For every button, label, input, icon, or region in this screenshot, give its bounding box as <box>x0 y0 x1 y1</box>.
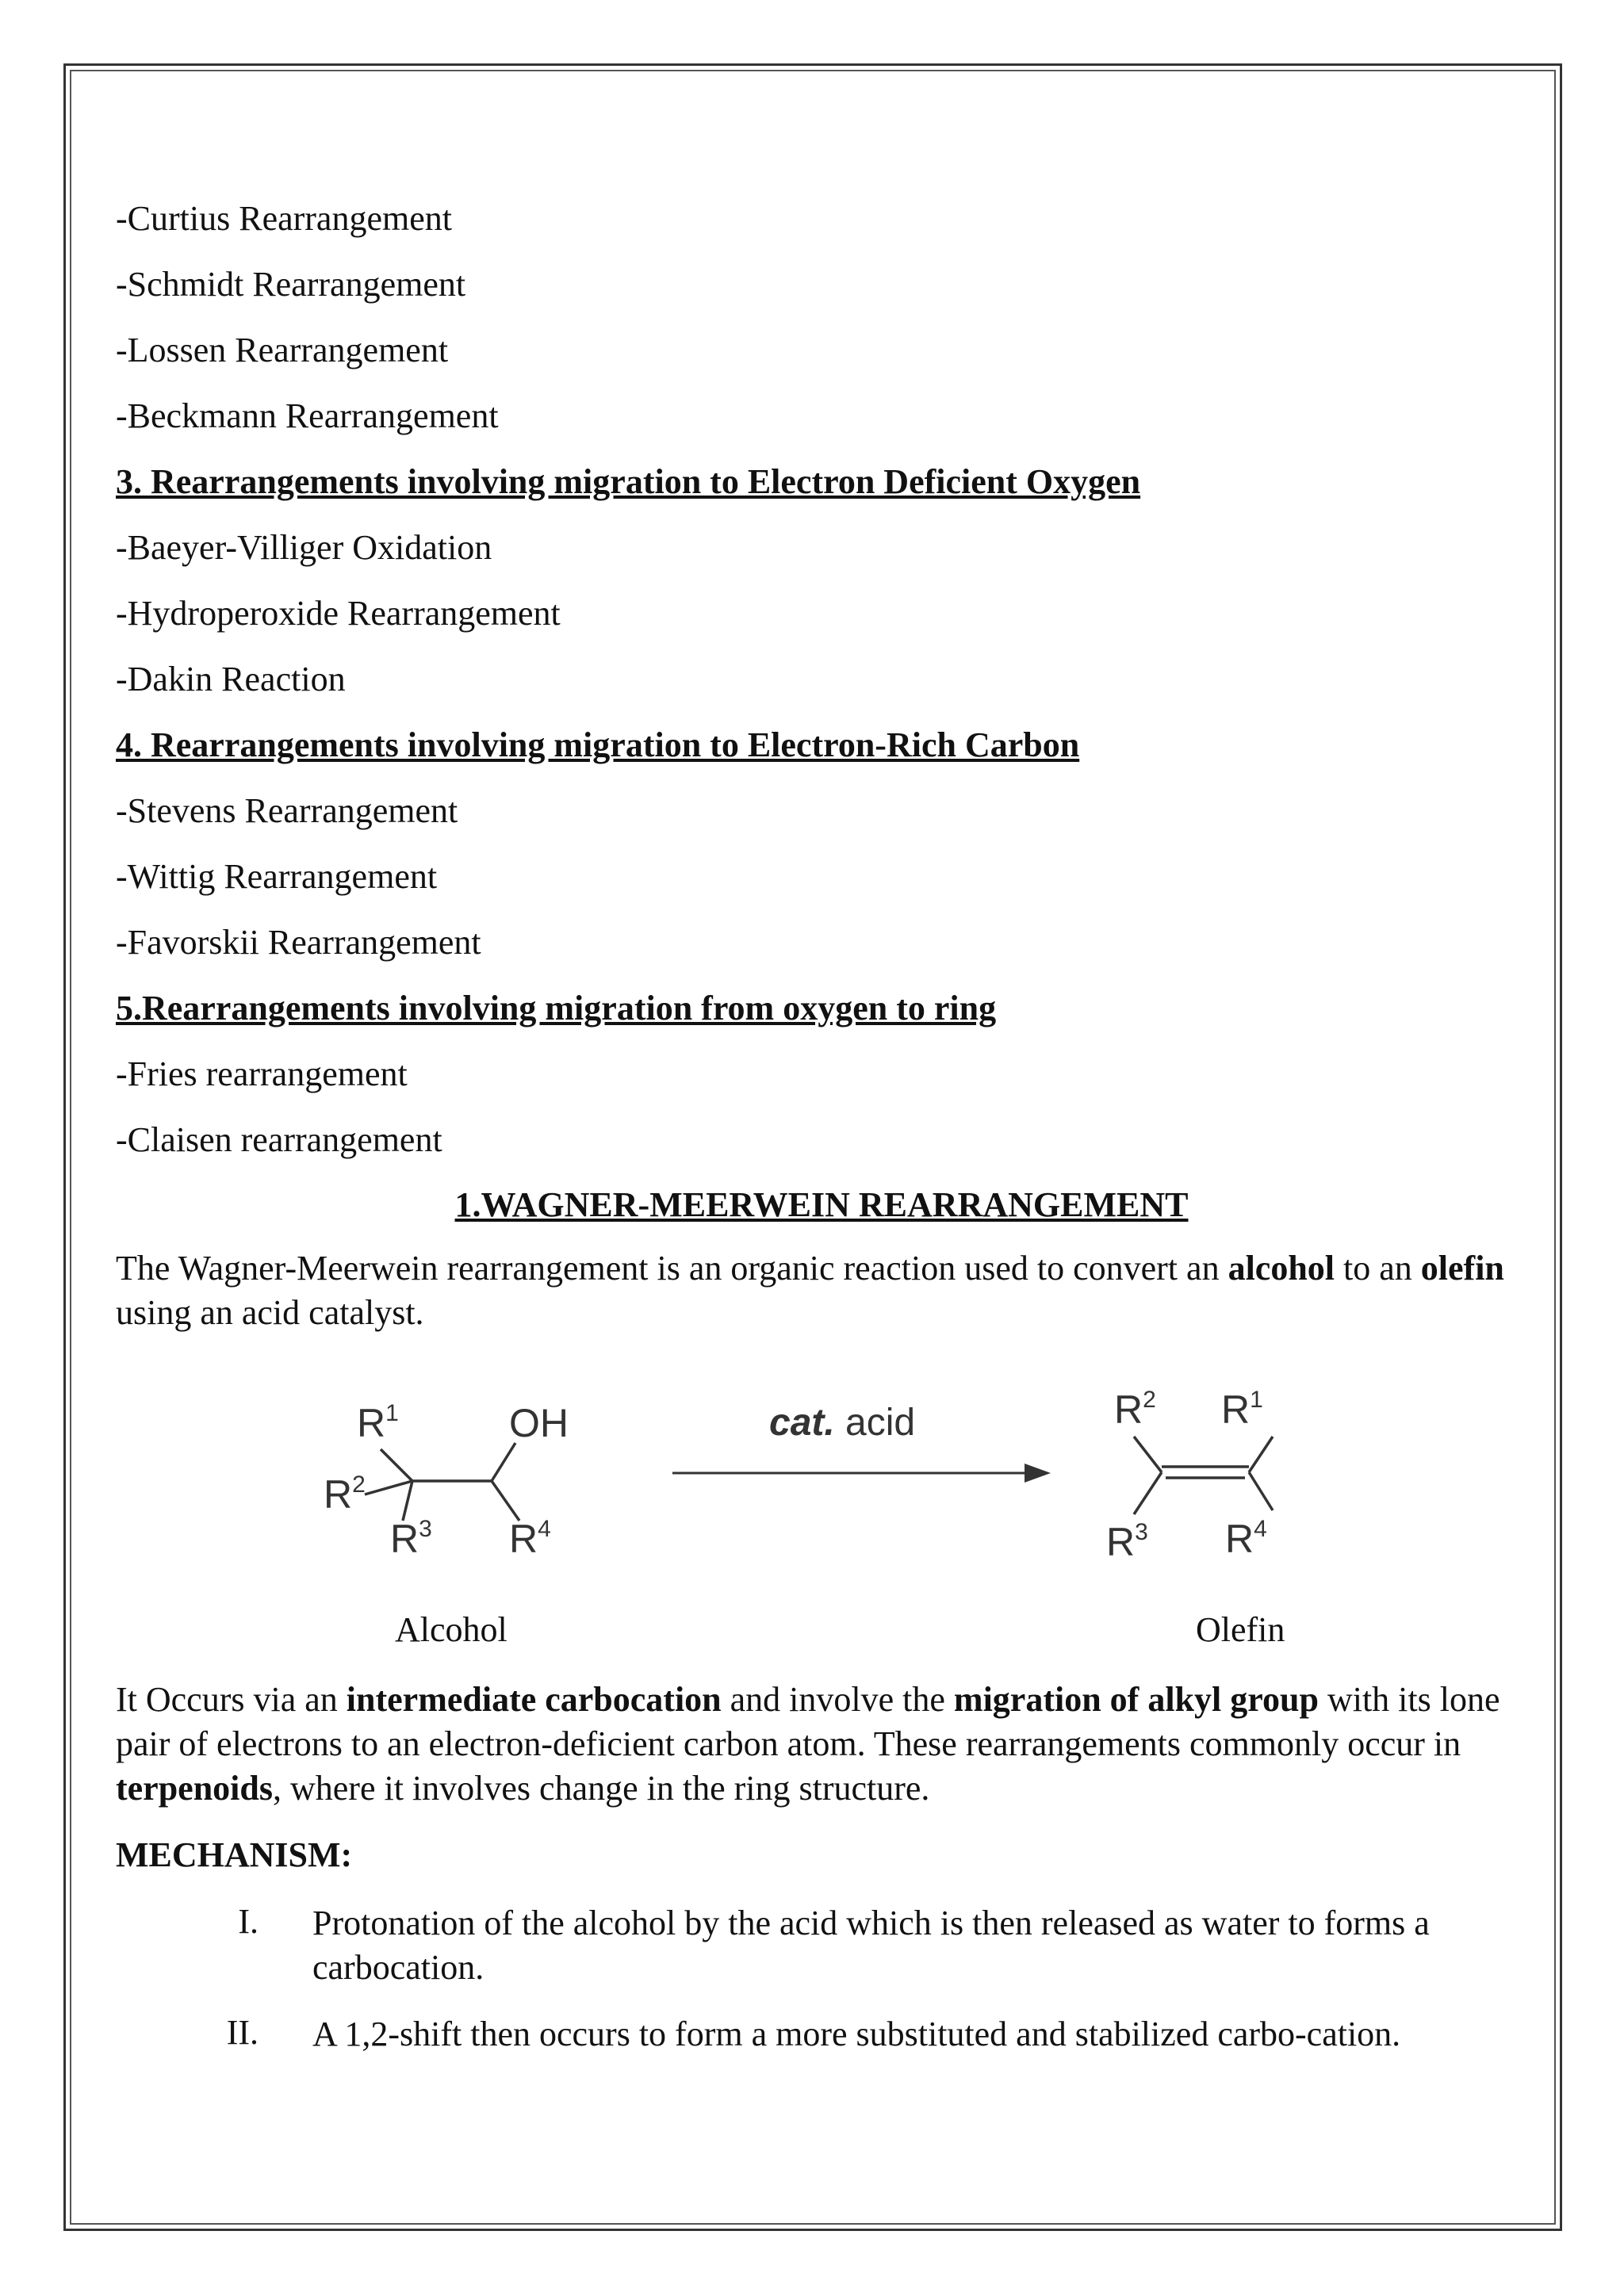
list-item-beckmann: -Beckmann Rearrangement <box>116 396 499 435</box>
label-r1: $R^1$ <box>357 1400 399 1445</box>
wagner-body-paragraph: It Occurs via an intermediate carbocation and involve the migration of alkyl group with its lone pair of electrons to an electron-deficient carbon atom. These rearrangements commonly occur in terpenoids, where it involves change in the ring structure. <box>116 1680 1500 1808</box>
list-item-lossen: -Lossen Rearrangement <box>116 331 449 369</box>
step-number: II. <box>226 2013 259 2052</box>
section-3-heading: 3. Rearrangements involving migration to Electron Deficient Oxygen <box>116 462 1141 501</box>
list-item-stevens: -Stevens Rearrangement <box>116 791 458 830</box>
wagner-meerwein-title: 1.WAGNER-MEERWEIN REARRANGEMENT <box>454 1185 1189 1224</box>
section-4-heading: 4. Rearrangements involving migration to Electron-Rich Carbon <box>116 725 1080 764</box>
reaction-scheme <box>301 1380 1285 1594</box>
section-5-heading: 5.Rearrangements involving migration from oxygen to ring <box>116 989 997 1027</box>
arrow-label: cat. acid <box>769 1402 916 1444</box>
list-item-hydroperoxide: -Hydroperoxide Rearrangement <box>116 594 561 633</box>
olefin-label-r3: $R^3$ <box>1106 1519 1148 1564</box>
alcohol-structure <box>365 1443 519 1521</box>
step-text: A 1,2-shift then occurs to form a more substituted and stabilized carbo-cation. <box>312 2015 1401 2053</box>
list-item-claisen: -Claisen rearrangement <box>116 1120 442 1159</box>
label-oh: OH <box>509 1401 569 1445</box>
mechanism-title: MECHANISM: <box>116 1835 353 1874</box>
olefin-label-r4: $R^4$ <box>1225 1516 1267 1561</box>
list-item-baeyer-villiger: -Baeyer-Villiger Oxidation <box>116 528 492 567</box>
list-item-curtius: -Curtius Rearrangement <box>116 199 452 238</box>
olefin-label-r1: $R^1$ <box>1221 1387 1263 1432</box>
wagner-intro-paragraph: The Wagner-Meerwein rearrangement is an organic reaction used to convert an alcohol to an olefin using an acid catalyst. <box>116 1249 1504 1332</box>
list-item-favorskii: -Favorskii Rearrangement <box>116 923 481 962</box>
caption-olefin: Olefin <box>1196 1610 1285 1649</box>
label-r2: $R^2$ <box>324 1471 366 1517</box>
list-item-dakin: -Dakin Reaction <box>116 660 346 698</box>
caption-alcohol: Alcohol <box>395 1610 508 1649</box>
list-item-wittig: -Wittig Rearrangement <box>116 857 438 896</box>
label-r4: $R^4$ <box>509 1516 551 1561</box>
label-r3: $R^3$ <box>390 1516 432 1561</box>
step-number: I. <box>238 1902 259 1941</box>
reaction-arrow <box>672 1464 1051 1483</box>
list-item-fries: -Fries rearrangement <box>116 1054 408 1093</box>
olefin-label-r2: $R^2$ <box>1114 1387 1156 1432</box>
step-text: Protonation of the alcohol by the acid which is then released as water to forms a carbocation. <box>312 1904 1430 1987</box>
olefin-structure <box>1134 1437 1273 1514</box>
list-item-schmidt: -Schmidt Rearrangement <box>116 265 466 304</box>
